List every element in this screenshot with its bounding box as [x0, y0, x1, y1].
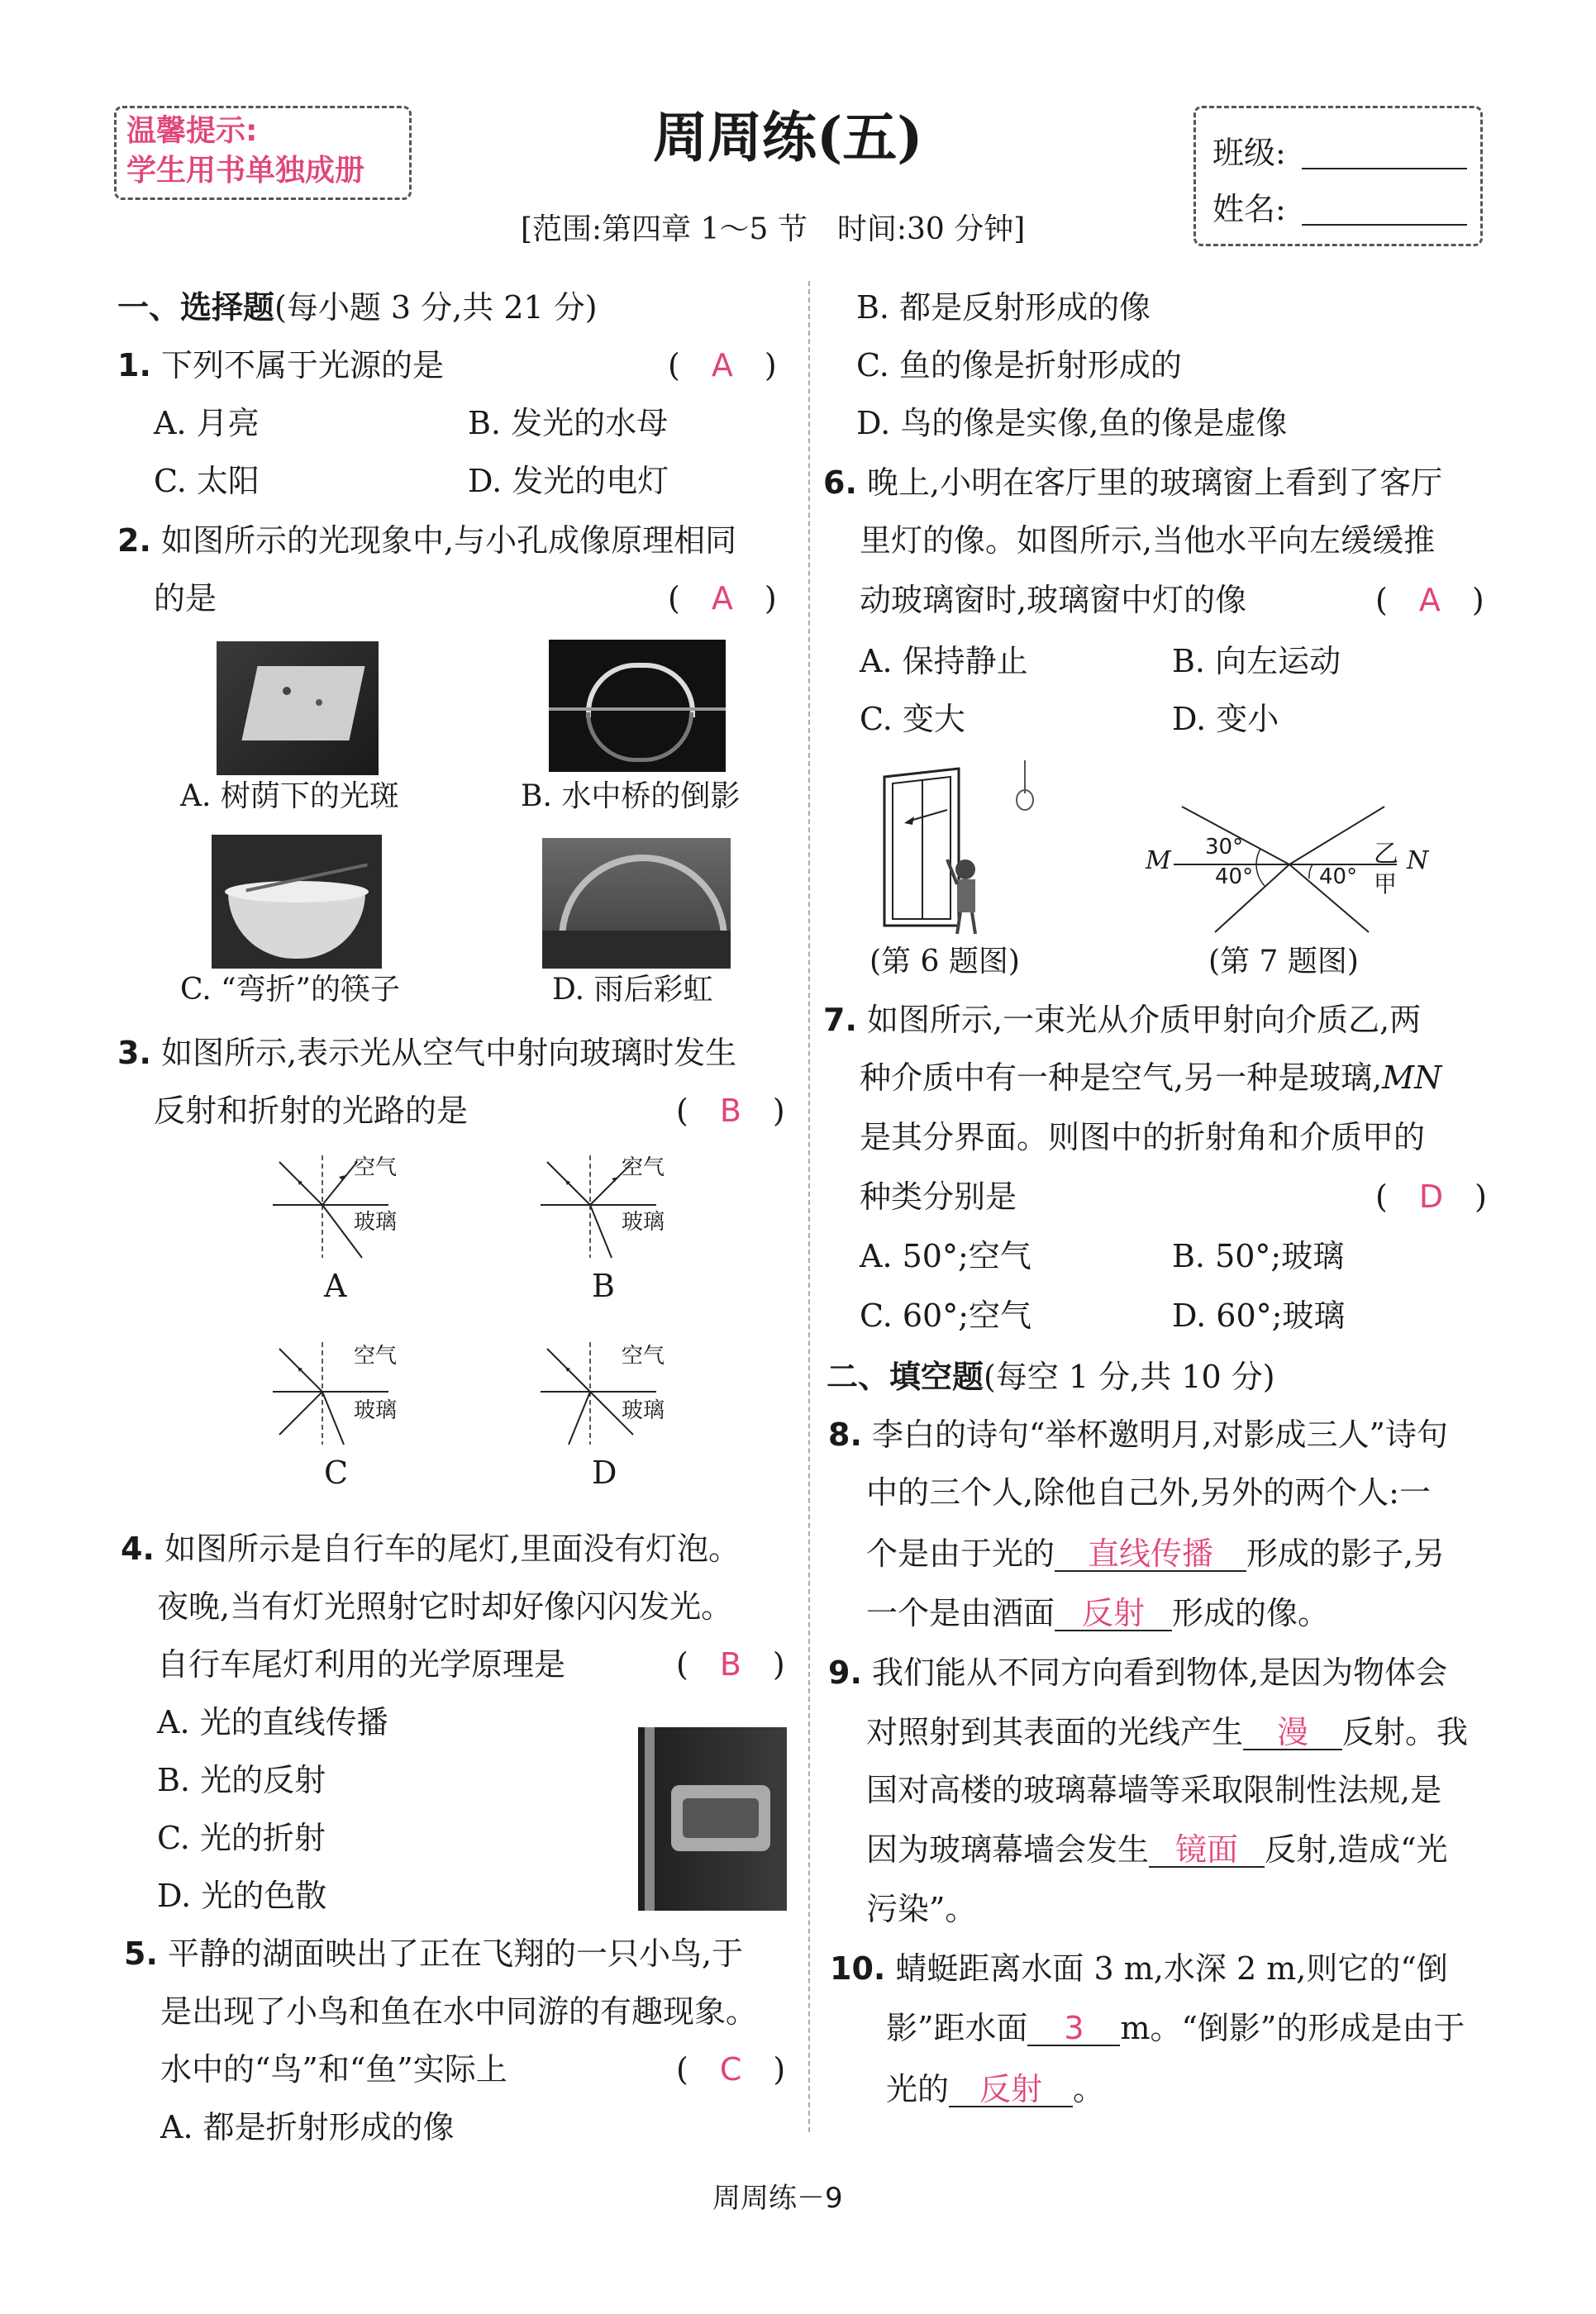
photo-bridge-reflection	[549, 640, 726, 772]
photo-rainbow	[542, 838, 731, 969]
figure-7-caption: (第 7 题图)	[1208, 945, 1359, 978]
q7-option-d: D. 60°;玻璃	[1172, 1297, 1346, 1334]
q3-stem-1: 3. 如图所示,表示光从空气中射向玻璃时发生	[117, 1035, 737, 1071]
q7-option-c: C. 60°;空气	[860, 1297, 1032, 1334]
q9-line-3: 国对高楼的玻璃幕墙等采取限制性法规,是	[866, 1772, 1442, 1808]
fig7-label-m: M	[1146, 846, 1171, 875]
q3-c-air: 空气	[354, 1344, 398, 1369]
q1-stem: 1. 下列不属于光源的是	[117, 347, 444, 383]
q4-option-d: D. 光的色散	[157, 1878, 327, 1914]
q8-blank-2[interactable]: 反射	[1055, 1597, 1172, 1631]
q8-blank-1[interactable]: 直线传播	[1055, 1537, 1246, 1572]
q3-d-air: 空气	[622, 1344, 665, 1369]
q4-option-a: A. 光的直线传播	[157, 1704, 388, 1740]
q3-c-glass: 玻璃	[354, 1398, 398, 1423]
q5-answer: ( C )	[676, 2051, 786, 2088]
q5-stem-3: 水中的“鸟”和“鱼”实际上	[160, 2051, 507, 2088]
q9-line-2: 对照射到其表面的光线产生 漫 反射。我	[866, 1714, 1469, 1750]
q4-stem-3: 自行车尾灯利用的光学原理是	[157, 1646, 566, 1683]
q7-option-b: B. 50°;玻璃	[1172, 1238, 1345, 1274]
q8-line-3: 个是由于光的 直线传播 形成的影子,另	[866, 1536, 1446, 1572]
photo-bent-chopsticks	[212, 835, 382, 969]
q3-label-c: C	[324, 1455, 349, 1491]
q5-option-d: D. 鸟的像是实像,鱼的像是虚像	[856, 405, 1288, 441]
q3-answer: ( B )	[676, 1093, 785, 1129]
q10-line-1: 10. 蜻蜓距离水面 3 m,水深 2 m,则它的“倒	[830, 1950, 1448, 1987]
page-number: 周周练－9	[712, 2182, 843, 2215]
q3-label-a: A	[324, 1268, 347, 1304]
name-field[interactable]	[1302, 224, 1467, 226]
q3-stem-2: 反射和折射的光路的是	[154, 1093, 469, 1129]
q5-option-c: C. 鱼的像是折射形成的	[856, 347, 1182, 383]
class-field[interactable]	[1302, 168, 1467, 169]
q3-d-glass: 玻璃	[622, 1398, 665, 1423]
q5-option-b: B. 都是反射形成的像	[856, 289, 1151, 326]
q6-answer: ( A )	[1375, 582, 1484, 618]
fig7-label-jia: 甲	[1374, 870, 1398, 898]
q1-option-d: D. 发光的电灯	[468, 463, 669, 499]
photo-bike-taillight	[638, 1727, 787, 1911]
q3-b-air: 空气	[622, 1155, 665, 1180]
q6-option-d: D. 变小	[1172, 701, 1279, 737]
q7-stem-1: 7. 如图所示,一束光从介质甲射向介质乙,两	[823, 1002, 1422, 1038]
q10-blank-1[interactable]: 3	[1027, 2012, 1120, 2046]
q3-a-air: 空气	[354, 1155, 398, 1180]
q4-stem-2: 夜晚,当有灯光照射它时却好像闪闪发光。	[157, 1588, 733, 1625]
q3-diagram-d	[532, 1337, 698, 1453]
page-title: 周周练(五)	[653, 105, 923, 169]
class-label: 班级:	[1212, 135, 1286, 171]
q4-stem-1: 4. 如图所示是自行车的尾灯,里面没有灯泡。	[121, 1531, 741, 1567]
tip-line-2: 学生用书单独成册	[126, 154, 365, 188]
q7-option-a: A. 50°;空气	[860, 1238, 1031, 1274]
q10-line-2: 影”距水面 3 m。“倒影”的形成是由于	[886, 2010, 1465, 2046]
range-info: [范围:第四章 1～5 节 时间:30 分钟]	[521, 212, 1026, 246]
q9-line-4: 因为玻璃幕墙会发生 镜面 反射,造成“光	[866, 1831, 1448, 1868]
figure-6-caption: (第 6 题图)	[869, 945, 1020, 978]
q1-option-c: C. 太阳	[154, 463, 260, 499]
fig7-angle-40-left: 40°	[1215, 864, 1254, 889]
q3-diagram-a	[264, 1150, 430, 1266]
fig7-label-n: N	[1407, 846, 1429, 875]
q7-answer: ( D )	[1375, 1178, 1487, 1215]
q2-caption-d: D. 雨后彩虹	[552, 973, 713, 1007]
q6-option-c: C. 变大	[860, 701, 965, 737]
column-divider	[808, 281, 810, 2132]
q9-line-5: 污染”。	[866, 1891, 977, 1927]
q6-option-b: B. 向左运动	[1172, 643, 1341, 679]
section-2-heading: 二、填空题(每空 1 分,共 10 分)	[827, 1358, 1275, 1395]
fig7-angle-30: 30°	[1205, 835, 1244, 859]
figure-7-refraction	[1132, 793, 1413, 942]
q3-label-d: D	[592, 1455, 617, 1491]
q3-a-glass: 玻璃	[354, 1210, 398, 1235]
q9-blank-1[interactable]: 漫	[1243, 1716, 1342, 1750]
q2-caption-b: B. 水中桥的倒影	[521, 779, 741, 813]
q10-line-3: 光的 反射 。	[886, 2071, 1105, 2107]
q2-caption-a: A. 树荫下的光斑	[180, 779, 399, 813]
q5-stem-2: 是出现了小鸟和鱼在水中同游的有趣现象。	[160, 1993, 758, 2030]
q1-option-b: B. 发光的水母	[468, 405, 669, 441]
q10-blank-2[interactable]: 反射	[949, 2073, 1073, 2107]
photo-tree-shade	[217, 641, 379, 775]
q3-diagram-b	[532, 1150, 698, 1266]
q1-option-a: A. 月亮	[154, 405, 260, 441]
q7-stem-2: 种介质中有一种是空气,另一种是玻璃,MN	[860, 1059, 1442, 1096]
q9-blank-2[interactable]: 镜面	[1149, 1833, 1265, 1868]
tip-line-1: 温馨提示:	[126, 114, 258, 148]
q6-stem-2: 里灯的像。如图所示,当他水平向左缓缓推	[860, 522, 1436, 559]
q3-b-glass: 玻璃	[622, 1210, 665, 1235]
q2-stem-2: 的是	[154, 580, 217, 617]
fig7-label-yi: 乙	[1374, 840, 1398, 869]
q7-stem-4: 种类分别是	[860, 1178, 1017, 1215]
q6-stem-3: 动玻璃窗时,玻璃窗中灯的像	[860, 582, 1247, 618]
q8-line-1: 8. 李白的诗句“举杯邀明月,对影成三人”诗句	[828, 1416, 1448, 1453]
q2-answer: ( A )	[668, 580, 777, 617]
q4-option-b: B. 光的反射	[157, 1762, 326, 1798]
student-info-box	[1193, 106, 1483, 246]
name-label: 姓名:	[1212, 191, 1286, 227]
q3-diagram-c	[264, 1337, 430, 1453]
tip-box	[114, 106, 412, 200]
q5-option-a: A. 都是折射形成的像	[160, 2109, 455, 2145]
fig7-angle-40-right: 40°	[1319, 864, 1358, 889]
q2-stem-1: 2. 如图所示的光现象中,与小孔成像原理相同	[117, 522, 737, 559]
q4-option-c: C. 光的折射	[157, 1820, 326, 1856]
q6-stem-1: 6. 晚上,小明在客厅里的玻璃窗上看到了客厅	[823, 464, 1443, 501]
q1-answer: ( A )	[668, 347, 777, 383]
q6-option-a: A. 保持静止	[860, 643, 1028, 679]
q2-caption-c: C. “弯折”的筷子	[180, 973, 400, 1007]
q3-label-b: B	[592, 1268, 615, 1304]
q9-line-1: 9. 我们能从不同方向看到物体,是因为物体会	[828, 1655, 1448, 1691]
q8-line-2: 中的三个人,除他自己外,另外的两个人:一	[866, 1474, 1431, 1511]
q7-stem-3: 是其分界面。则图中的折射角和介质甲的	[860, 1119, 1426, 1155]
q8-line-4: 一个是由酒面 反射 形成的像。	[866, 1595, 1330, 1631]
figure-6-window	[868, 760, 1058, 942]
q4-answer: ( B )	[676, 1646, 785, 1683]
q5-stem-1: 5. 平静的湖面映出了正在飞翔的一只小鸟,于	[124, 1935, 744, 1972]
section-1-heading: 一、选择题(每小题 3 分,共 21 分)	[117, 288, 598, 326]
